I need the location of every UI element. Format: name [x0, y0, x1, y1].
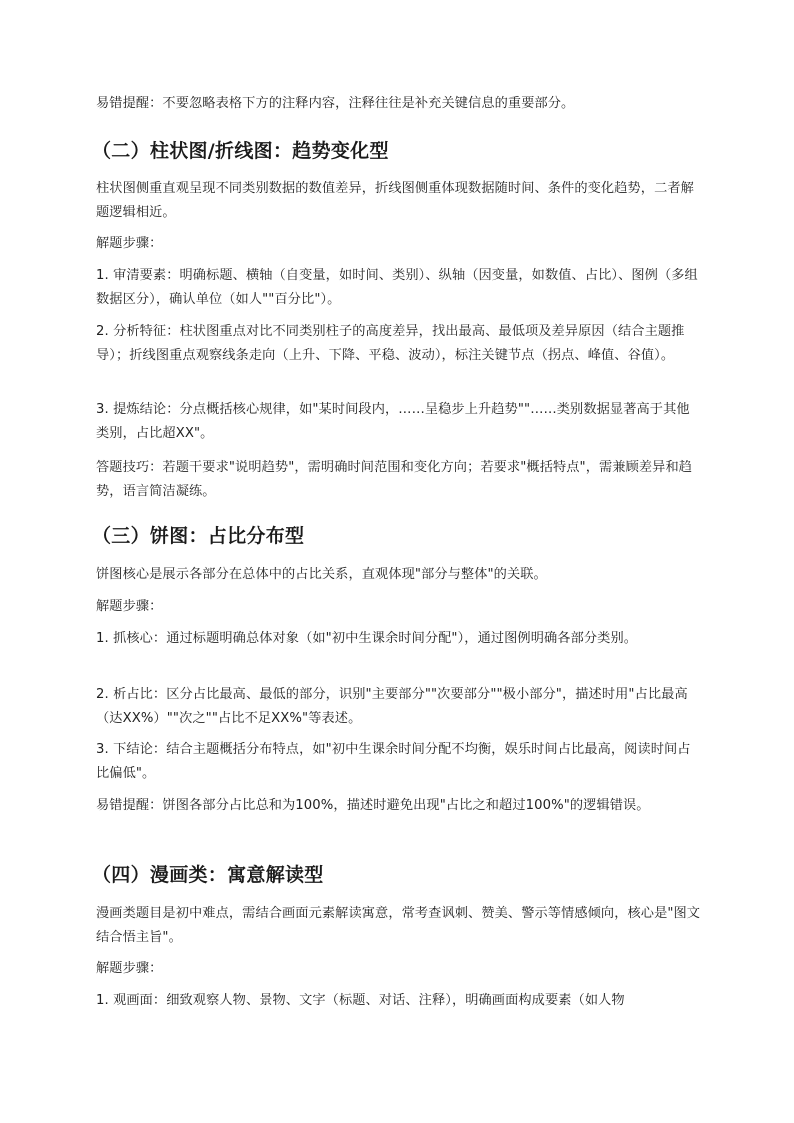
section3-step3: 3. 下结论：结合主题概括分布特点，如"初中生课余时间分配不均衡，娱乐时间占比最高，阅读时间占比偏低"。: [96, 742, 691, 781]
section3-tip: 易错提醒：饼图各部分占比总和为100%，描述时避免出现"占比之和超过100%"的逻辑错误。: [96, 798, 650, 813]
section2-step3: 3. 提炼结论：分点概括核心规律，如"某时间段内，……呈稳步上升趋势""……类别数据显著高于其他类别，占比超XX"。: [96, 402, 690, 441]
section2-step1: 1. 审清要素：明确标题、横轴（自变量，如时间、类别）、纵轴（因变量，如数值、占比）、图例（多组数据区分），确认单位（如人""百分比"）。: [96, 268, 698, 307]
section3-step2: 2. 析占比：区分占比最高、最低的部分，识别"主要部分""次要部分""极小部分"，描述时用"占比最高（达XX%）""次之""占比不足XX%"等表述。: [96, 687, 688, 726]
section2-tip: 答题技巧：若题干要求"说明趋势"，需明确时间范围和变化方向；若要求"概括特点"，需兼顾差异和趋势，语言简洁凝练。: [96, 460, 693, 499]
section4-steps-label: 解题步骤：: [96, 961, 163, 976]
section3-steps-label: 解题步骤：: [96, 599, 163, 614]
section2-desc: 柱状图侧重直观呈现不同类别数据的数值差异，折线图侧重体现数据随时间、条件的变化趋势，二者解题逻辑相近。: [96, 181, 694, 220]
section3-desc: 饼图核心是展示各部分在总体中的占比关系，直观体现"部分与整体"的关联。: [96, 567, 547, 582]
section3-step1: 1. 抓核心：通过标题明确总体对象（如"初中生课余时间分配"），通过图例明确各部分类别。: [96, 631, 638, 646]
intro-tip: 易错提醒：不要忽略表格下方的注释内容，注释往往是补充关键信息的重要部分。: [96, 96, 575, 111]
section3-heading: （三）饼图：占比分布型: [92, 525, 305, 547]
section2-step2: 2. 分析特征：柱状图重点对比不同类别柱子的高度差异，找出最高、最低项及差异原因（结合主题推导）；折线图重点观察线条走向（上升、下降、平稳、波动），标注关键节点（拐点、峰值、谷值）。: [96, 324, 685, 363]
section2-steps-label: 解题步骤：: [96, 236, 163, 251]
section4-desc: 漫画类题目是初中难点，需结合画面元素解读寓意，常考查讽刺、赞美、警示等情感倾向，核心是"图文结合悟主旨"。: [96, 906, 701, 945]
section2-heading: （二）柱状图/折线图：趋势变化型: [92, 140, 389, 162]
section4-step1: 1. 观画面：细致观察人物、景物、文字（标题、对话、注释），明确画面构成要素（如人物: [96, 993, 625, 1008]
section4-heading: （四）漫画类：寓意解读型: [92, 864, 324, 886]
